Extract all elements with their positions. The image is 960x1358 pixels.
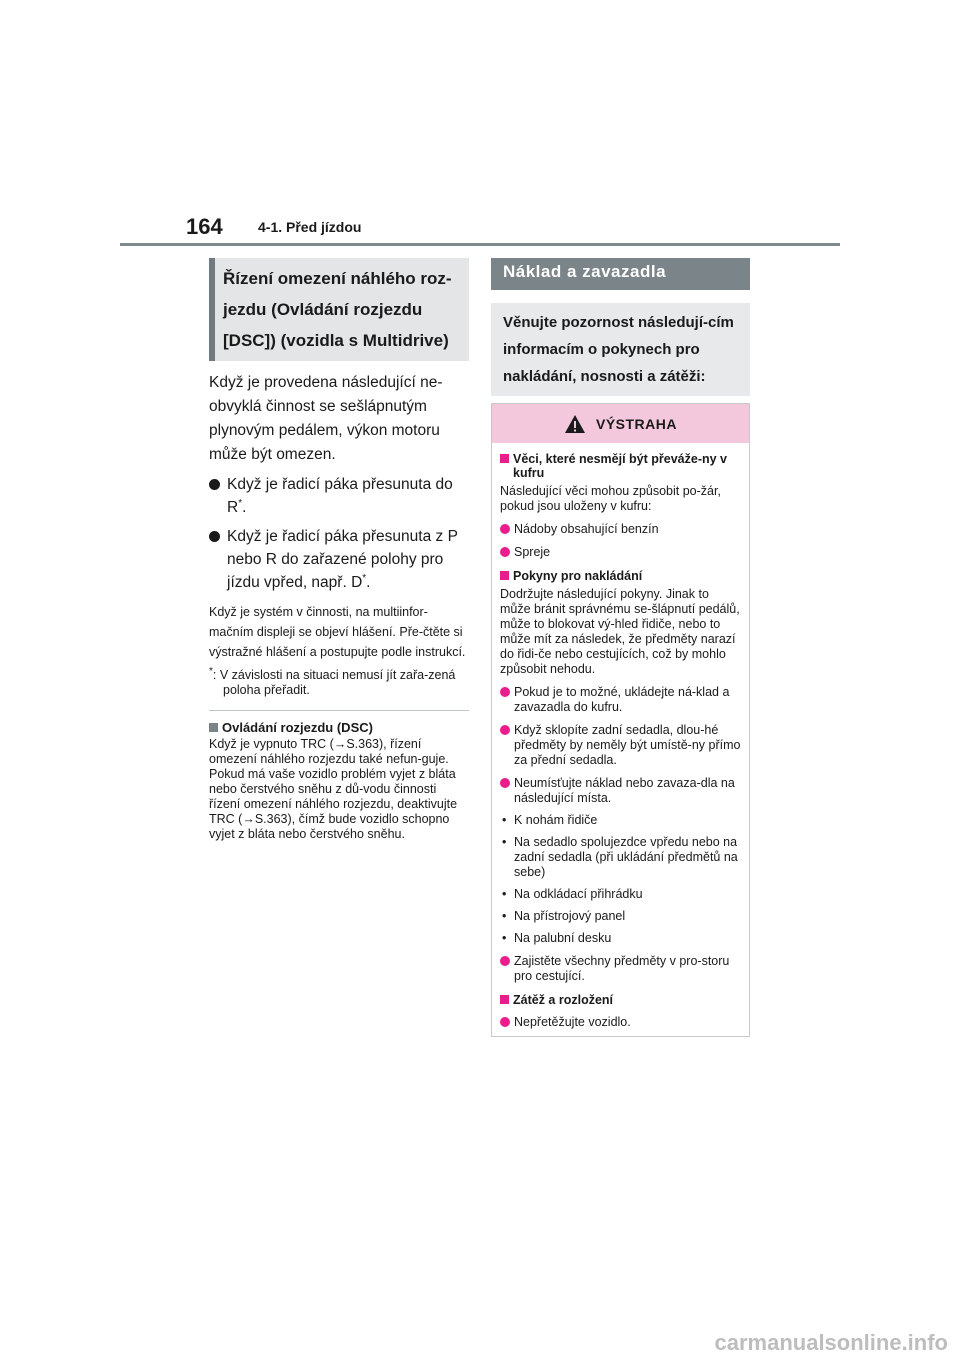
pink-dot-icon (500, 778, 510, 788)
warning-content (492, 452, 749, 1030)
pink-dot-icon (500, 956, 510, 966)
warning-subitem: • Na odkládací přihrádku (502, 887, 643, 901)
warning-subheading: Pokyny pro nakládání (500, 569, 741, 583)
pink-dot-icon (500, 524, 510, 534)
square-bullet-icon (209, 723, 218, 732)
dsc-paragraph: Když je vypnuto TRC (→S.363), řízení omezení náhlého rozjezdu také nefun-guje. Pokud má vaše vozidlo problém vyjet z bláta nebo čerstvého sněhu z dů-vodu činnosti řízení omezení náhlého rozjezdu, deaktivujte TRC (→S.363), čímž bude vozidlo schopno vyjet z bláta nebo čerstvého sněhu. (209, 737, 458, 841)
warning-bullet: Pokud je to možné, ukládejte ná-klad a zavazadla do kufru. (500, 685, 741, 715)
warning-subheading: Věci, které nesmějí být převáže-ny v kufru (500, 452, 741, 480)
pink-dot-icon (500, 687, 510, 697)
dsc-heading: Ovládání rozjezdu (DSC) (209, 720, 469, 735)
bullet-dot-icon (209, 531, 220, 542)
page-number: 164 (186, 214, 223, 239)
warning-subitem: • Na přístrojový panel (502, 909, 626, 923)
warning-subitem: • Na sedadlo spolujezdce vpředu nebo na zadní sedadla (při ukládání předmětů na sebe) (502, 835, 738, 879)
pink-dot-icon (500, 547, 510, 557)
pink-dot-icon (500, 725, 510, 735)
small-bullet-icon: • (502, 813, 507, 827)
warning-bullet: Neumísťujte náklad nebo zavaza-dla na následující místa. (500, 776, 741, 806)
left-column (209, 258, 469, 842)
warning-subheading: Zátěž a rozložení (500, 993, 741, 1007)
small-bullet-icon: • (502, 931, 507, 945)
warning-bullet: Zajistěte všechny předměty v pro-storu pro cestující. (500, 954, 741, 984)
section-heading: Řízení omezení náhlého roz-jezdu (Ovládání rozjezdu [DSC]) (vozidla s Multidrive) (209, 258, 469, 361)
intro-box: Věnujte pozornost následují-cím informacím o pokynech pro nakládání, nosnosti a zátěži: (491, 303, 750, 396)
warning-title: VÝSTRAHA (492, 404, 749, 443)
warning-text: Dodržujte následující pokyny. Jinak to může bránit správnému se-šlápnutí pedálů, může to blokovat vý-hled řidiče, nebo to může mít za následek, že předměty narazí do řidi-če nebo cestujících, což by mohlo způsobit nehodu. (500, 587, 740, 676)
bullet-item: Když je řadicí páka přesunuta do R*. (209, 473, 469, 519)
small-bullet-icon: • (502, 909, 507, 923)
footnote: *: V závislosti na situaci nemusí jít zařa-zená poloha přeřadit. (209, 665, 456, 697)
right-column (491, 258, 750, 1037)
small-bullet-icon: • (502, 835, 507, 849)
small-bullet-icon: • (502, 887, 507, 901)
header-rule (120, 243, 840, 246)
warning-bullet: Nepřetěžujte vozidlo. (500, 1015, 741, 1030)
warning-triangle-icon (564, 414, 586, 434)
pink-dot-icon (500, 1017, 510, 1027)
bullet-item: Když je řadicí páka přesunuta z P nebo R do zařazené polohy pro jízdu vpřed, např. D*. (209, 525, 469, 594)
warning-bullet: Nádoby obsahující benzín (500, 522, 741, 537)
warning-bullet: Spreje (500, 545, 741, 560)
intro-paragraph: Když je provedena následující ne-obvyklá činnost se sešlápnutým plynovým pedálem, výkon motoru může být omezen. (209, 374, 443, 463)
note-paragraph: Když je systém v činnosti, na multiinfor-mačním displeji se objeví hlášení. Pře-čtěte si výstražné hlášení a postupujte podle instrukcí. (209, 605, 466, 659)
bullet-dot-icon (209, 479, 220, 490)
square-bullet-icon (500, 571, 509, 580)
section-heading: Náklad a zavazadla (491, 258, 750, 290)
warning-bullet: Když sklopíte zadní sedadla, dlou-hé předměty by neměly být umístě-ny přímo za přední sedadla. (500, 723, 741, 768)
watermark: carmanualsonline.info (714, 1330, 948, 1355)
warning-text: Následující věci mohou způsobit po-žár, pokud jsou uloženy v kufru: (500, 484, 721, 513)
section-label: 4-1. Před jízdou (258, 219, 362, 235)
warning-box (491, 403, 750, 1037)
warning-subitem: • K nohám řidiče (502, 813, 598, 827)
square-bullet-icon (500, 995, 509, 1004)
square-bullet-icon (500, 454, 509, 463)
divider (209, 710, 469, 711)
warning-subitem: • Na palubní desku (502, 931, 612, 945)
